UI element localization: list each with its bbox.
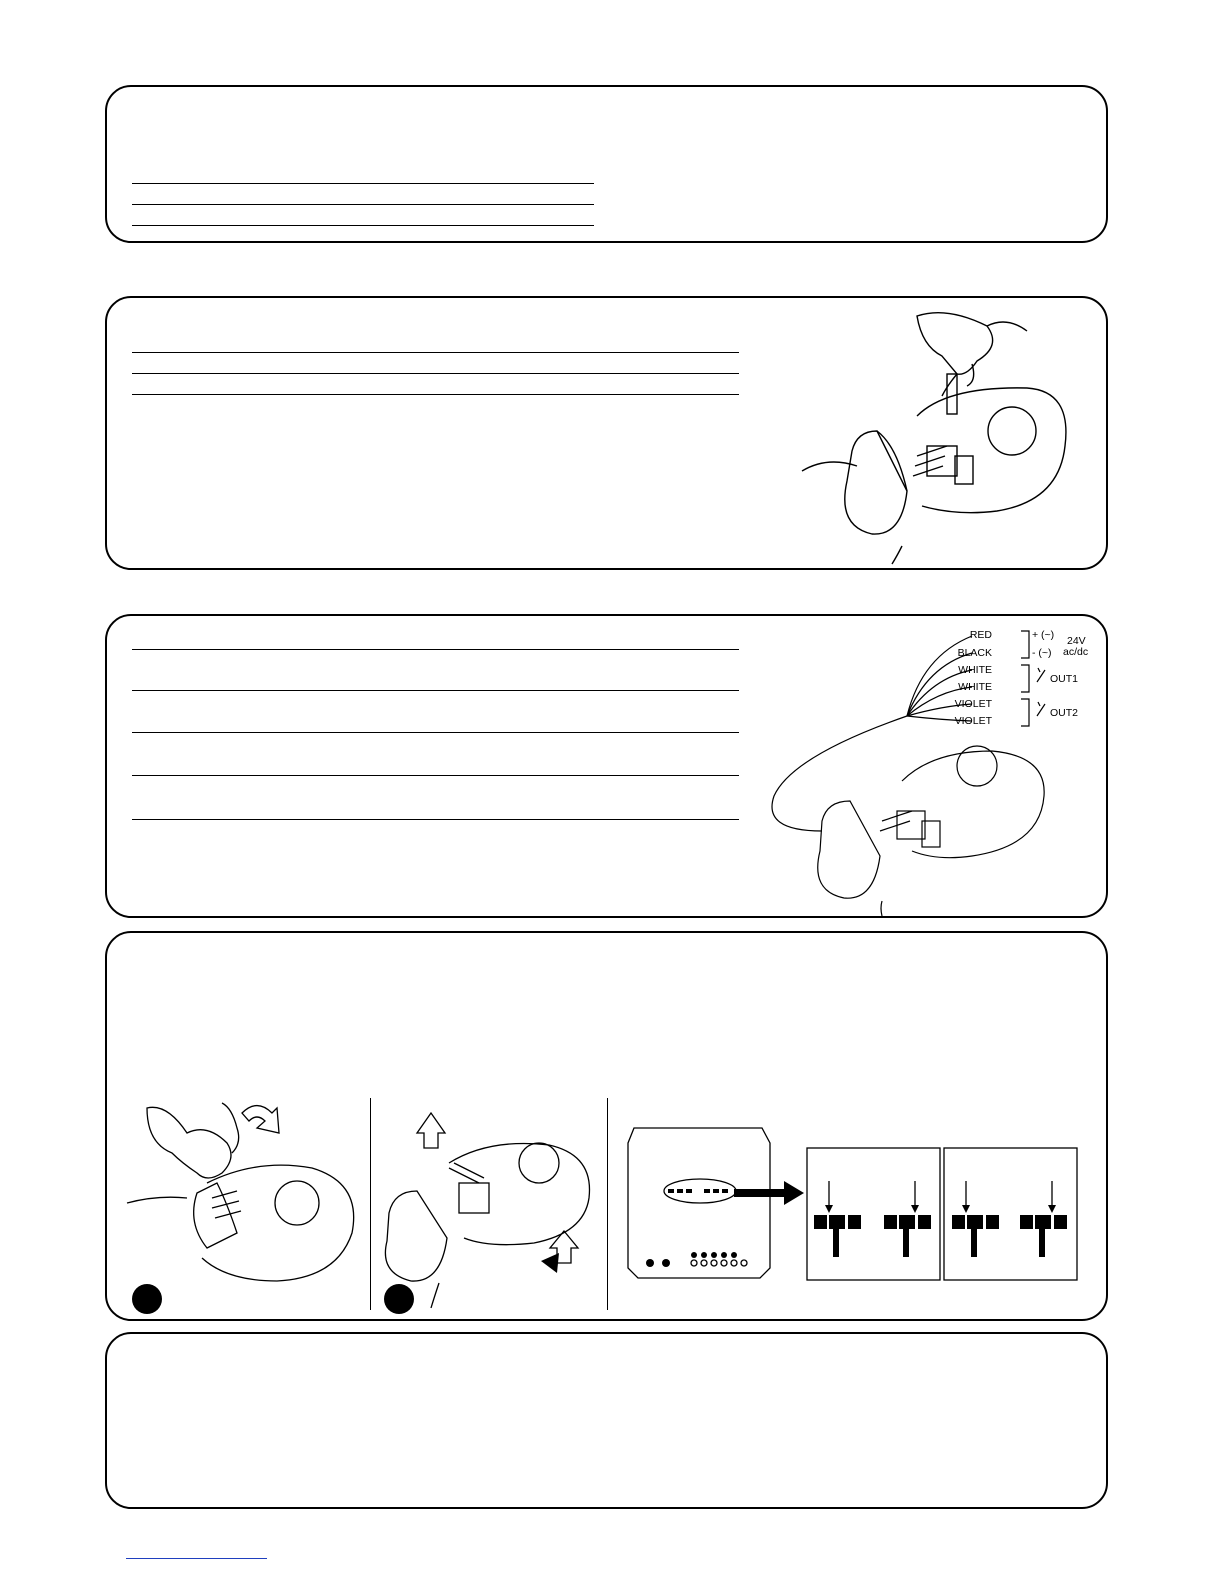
wiring-diagram xyxy=(762,616,1102,916)
panel-divider xyxy=(607,1098,608,1310)
device-body xyxy=(917,388,1066,513)
step1-open-lid-illustration xyxy=(127,1103,367,1313)
step1-marker xyxy=(132,1284,162,1314)
wire-label-white-1: WHITE xyxy=(958,664,992,676)
wire-label-red: RED xyxy=(969,629,992,641)
form-line xyxy=(132,649,739,650)
hand-icon xyxy=(917,313,993,375)
section-box-3 xyxy=(105,614,1108,918)
section-box-4 xyxy=(105,931,1108,1321)
section-box-5 xyxy=(105,1332,1108,1509)
polarity-minus: - (~) xyxy=(1032,647,1052,659)
section-box-2 xyxy=(105,296,1108,570)
supply-type: ac/dc xyxy=(1063,646,1089,658)
cable xyxy=(127,1197,187,1203)
jumper-icon xyxy=(814,1215,861,1257)
wire-label-black: BLACK xyxy=(957,647,992,659)
footer-link-underline[interactable] xyxy=(126,1558,267,1559)
circuit-board-jumper-diagram xyxy=(622,1113,1092,1288)
form-line xyxy=(132,183,594,184)
sensor-jumper-illustration xyxy=(797,306,1097,566)
form-line xyxy=(132,690,739,691)
form-line xyxy=(132,775,739,776)
supply-voltage: 24V xyxy=(1067,635,1086,647)
device-lid xyxy=(845,431,907,534)
form-line xyxy=(132,352,739,353)
wire-label-violet-1: VIOLET xyxy=(954,698,992,710)
jumper-icon xyxy=(1020,1215,1067,1257)
polarity-plus: + (~) xyxy=(1032,629,1055,641)
jumper-icon xyxy=(884,1215,931,1257)
device-body xyxy=(202,1165,354,1281)
form-line xyxy=(132,732,739,733)
wire-label-violet-2: VIOLET xyxy=(954,715,992,727)
hand-icon xyxy=(147,1107,231,1178)
form-line xyxy=(132,394,739,395)
device-lid xyxy=(818,801,880,898)
output-1-label: OUT1 xyxy=(1050,673,1079,685)
step2-marker xyxy=(384,1284,414,1314)
section-box-1 xyxy=(105,85,1108,243)
output-2-label: OUT2 xyxy=(1050,707,1079,719)
form-line xyxy=(132,225,594,226)
device-body xyxy=(902,751,1044,858)
form-line xyxy=(132,373,739,374)
arrow-right-icon xyxy=(734,1181,804,1205)
cable xyxy=(772,716,907,831)
panel-divider xyxy=(370,1098,371,1310)
step2-lift-lid-illustration xyxy=(379,1103,604,1313)
device-lid xyxy=(385,1191,447,1281)
arrow-up-icon xyxy=(242,1106,279,1134)
wire-label-white-2: WHITE xyxy=(958,681,992,693)
arrow-up-icon xyxy=(417,1113,445,1148)
form-line xyxy=(132,204,594,205)
jumper-icon xyxy=(952,1215,999,1257)
form-line xyxy=(132,819,739,820)
